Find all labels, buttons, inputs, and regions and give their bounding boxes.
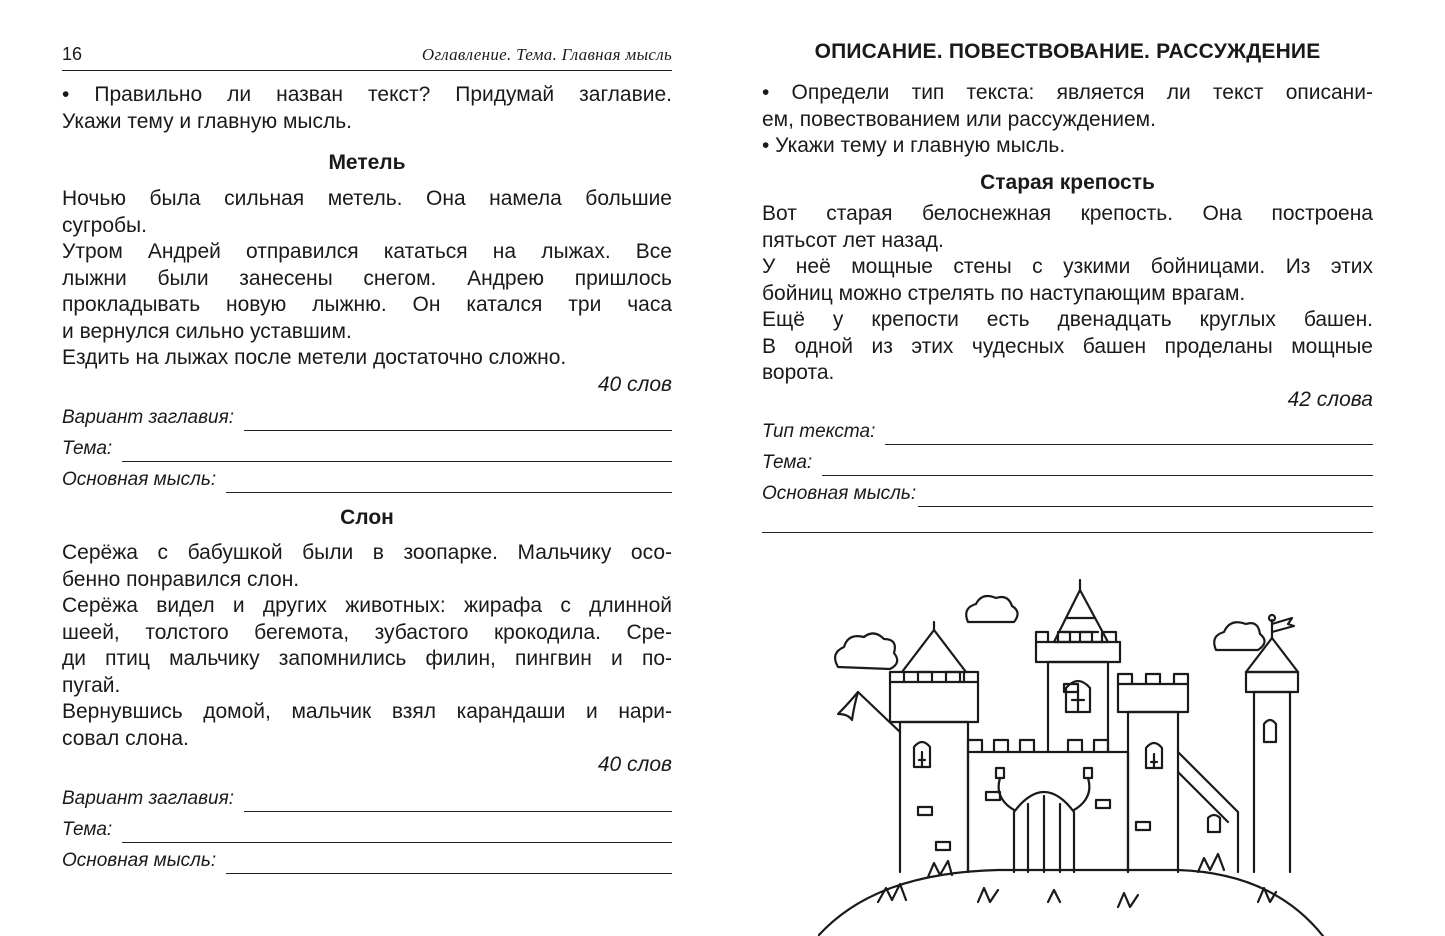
answer-fields: [762, 414, 1373, 507]
hill: [818, 870, 1323, 936]
text-line: Вернувшись домой, мальчик взял карандаши и нари-: [62, 700, 672, 723]
text-line: Ночью была сильная метель. Она намела большие: [62, 187, 672, 210]
answer-line[interactable]: [885, 424, 1373, 445]
left-tower: [900, 722, 968, 872]
task-line: Укажи тему и главную мысль.: [62, 109, 353, 133]
text-line: сугробы.: [62, 213, 147, 237]
field-label: Тип текста:: [762, 421, 876, 442]
main-idea-field[interactable]: [62, 843, 672, 874]
field-label: Тема:: [62, 819, 113, 840]
story-metel-text: [62, 186, 672, 398]
answer-fields: [62, 400, 672, 493]
text-line: пугай.: [62, 673, 121, 697]
right-tower: [1128, 712, 1178, 872]
field-label: Вариант заглавия:: [62, 788, 235, 809]
field-label: Тема:: [62, 438, 113, 459]
text-line: Утром Андрей отправился кататься на лыжах. Все: [62, 240, 672, 263]
running-head: [62, 44, 672, 71]
field-label: Тема:: [762, 452, 813, 473]
thin-tower: [1254, 692, 1290, 872]
answer-line[interactable]: [244, 791, 672, 812]
answer-line[interactable]: [122, 441, 672, 462]
section-title: ОПИСАНИЕ. ПОВЕСТВОВАНИЕ. РАССУЖДЕНИЕ: [814, 40, 1321, 63]
left-page: [62, 0, 672, 936]
story-title: Метель: [328, 151, 406, 174]
text-line: и вернулся сильно уставшим.: [62, 319, 352, 343]
text-line: бенно понравился слон.: [62, 567, 300, 591]
topic-field[interactable]: [62, 812, 672, 843]
field-label: Вариант заглавия:: [62, 407, 235, 428]
title-variant-field[interactable]: [62, 400, 672, 431]
task-line: ем, повествованием или рассуждением.: [762, 107, 1156, 131]
text-line: Вот старая белоснежная крепость. Она построена: [762, 202, 1373, 225]
castle-illustration: [818, 572, 1338, 936]
answer-fields: [62, 781, 672, 874]
topic-field[interactable]: [762, 445, 1373, 476]
answer-line-extra[interactable]: [762, 532, 1373, 533]
text-line: бойниц можно стрелять по наступающим врагам.: [762, 281, 1246, 305]
task-line: • Правильно ли назван текст? Придумай заглавие.: [62, 83, 672, 106]
castle-wall: [968, 752, 1128, 872]
story-title: Старая крепость: [980, 171, 1155, 194]
text-line: шеей, толстого бегемота, зубастого крокодила. Сре-: [62, 620, 672, 644]
topic-field[interactable]: [62, 431, 672, 462]
cloud-icon: [1214, 622, 1264, 650]
title-variant-field[interactable]: [62, 781, 672, 812]
word-count: 42 слова: [1287, 387, 1373, 411]
cloud-icon: [835, 633, 897, 669]
field-label: Основная мысль:: [762, 483, 917, 504]
page-number: 16: [62, 44, 83, 64]
answer-line[interactable]: [122, 822, 672, 843]
answer-line[interactable]: [244, 410, 672, 431]
text-line: В одной из этих чудесных башен проделаны мощные: [762, 334, 1373, 358]
story-title: Слон: [340, 506, 394, 529]
story-metel: [62, 150, 672, 176]
answer-line[interactable]: [226, 853, 672, 874]
text-line: ди птиц мальчику запомнились филин, пингвин и по-: [62, 647, 672, 670]
text-type-field[interactable]: [762, 414, 1373, 445]
field-label: Основная мысль:: [62, 469, 217, 490]
word-count: 40 слов: [597, 753, 672, 776]
cloud-icon: [966, 596, 1017, 622]
text-line: У неё мощные стены с узкими бойницами. Из этих: [762, 255, 1373, 278]
story-slon-text: [62, 540, 672, 778]
story-krepost: [762, 170, 1373, 196]
text-line: лыжни были занесены снегом. Андрею пришлось: [62, 266, 672, 290]
text-line: совал слона.: [62, 726, 189, 750]
field-label: Основная мысль:: [62, 850, 217, 871]
text-line: прокладывать новую лыжню. Он катался три часа: [62, 293, 672, 316]
task-instructions: [762, 80, 1373, 160]
task-line: • Укажи тему и главную мысль.: [762, 134, 1066, 157]
text-line: ворота.: [762, 361, 835, 384]
main-idea-field[interactable]: [762, 476, 1373, 507]
main-idea-field[interactable]: [62, 462, 672, 493]
story-slon: [62, 505, 672, 531]
word-count: 40 слов: [597, 372, 672, 396]
text-line: Серёжа видел и других животных: жирафа с длинной: [62, 594, 672, 617]
text-line: пятьсот лет назад.: [762, 228, 944, 252]
answer-line[interactable]: [226, 472, 672, 493]
story-krepost-text: [762, 201, 1373, 413]
text-line: Ещё у крепости есть двенадцать круглых башен.: [762, 308, 1373, 331]
text-line: Ездить на лыжах после метели достаточно сложно.: [62, 346, 567, 369]
answer-line[interactable]: [822, 455, 1373, 476]
answer-line[interactable]: [918, 486, 1373, 507]
task-instructions: [62, 82, 672, 135]
task-line: • Определи тип текста: является ли текст описани-: [762, 81, 1373, 104]
running-title: Оглавление. Тема. Главная мысль: [421, 45, 672, 64]
text-line: Серёжа с бабушкой были в зоопарке. Мальчику осо-: [62, 541, 672, 564]
